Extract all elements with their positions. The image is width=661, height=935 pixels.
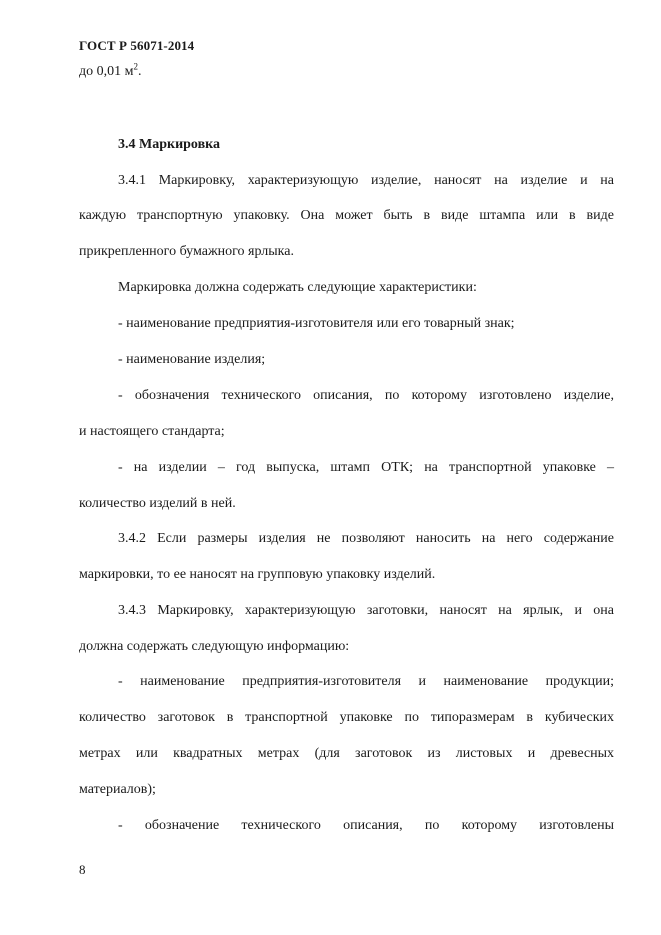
paragraph-line: должна содержать следующую информацию: [79,639,350,654]
list-item-continuation: материалов); [79,782,156,797]
list-item: - обозначения технического описания, по которому изготовлено изделие, [118,388,614,403]
list-item-continuation: метрах или квадратных метрах (для заготовок из листовых и древесных [79,746,614,761]
list-item: - наименование изделия; [118,352,266,367]
paragraph-line: маркировки, то ее наносят на групповую упаковку изделий. [79,567,436,582]
list-item: - наименование предприятия-изготовителя или его товарный знак; [118,316,515,331]
paragraph-line: 3.4.3 Маркировку, характеризующую заготовки, наносят на ярлык, и она [118,603,614,618]
intro-superscript: 2 [133,61,138,72]
list-item-continuation: количество изделий в ней. [79,496,236,511]
list-item: - наименование предприятия-изготовителя и наименование продукции; [118,674,614,689]
list-item: - на изделии – год выпуска, штамп ОТК; на транспортной упаковке – [118,460,614,475]
list-item-continuation: количество заготовок в транспортной упаковке по типоразмерам в кубических [79,710,614,725]
paragraph-line: Маркировка должна содержать следующие характеристики: [118,280,477,295]
paragraph-line: каждую транспортную упаковку. Она может быть в виде штампа или в виде [79,208,614,223]
intro-end: . [137,64,142,79]
paragraph-line: 3.4.2 Если размеры изделия не позволяют наносить на него содержание [118,531,614,546]
standard-header: ГОСТ Р 56071-2014 [79,38,195,53]
paragraph-line: прикрепленного бумажного ярлыка. [79,244,294,259]
intro-text: до 0,01 м [79,64,134,79]
page-number: 8 [79,862,86,877]
list-item: - обозначение технического описания, по которому изготовлены [118,818,614,833]
section-title: 3.4 Маркировка [118,137,220,152]
list-item-continuation: и настоящего стандарта; [79,424,225,439]
paragraph-line: 3.4.1 Маркировку, характеризующую изделие, наносят на изделие и на [118,173,614,188]
intro-line [79,62,614,82]
